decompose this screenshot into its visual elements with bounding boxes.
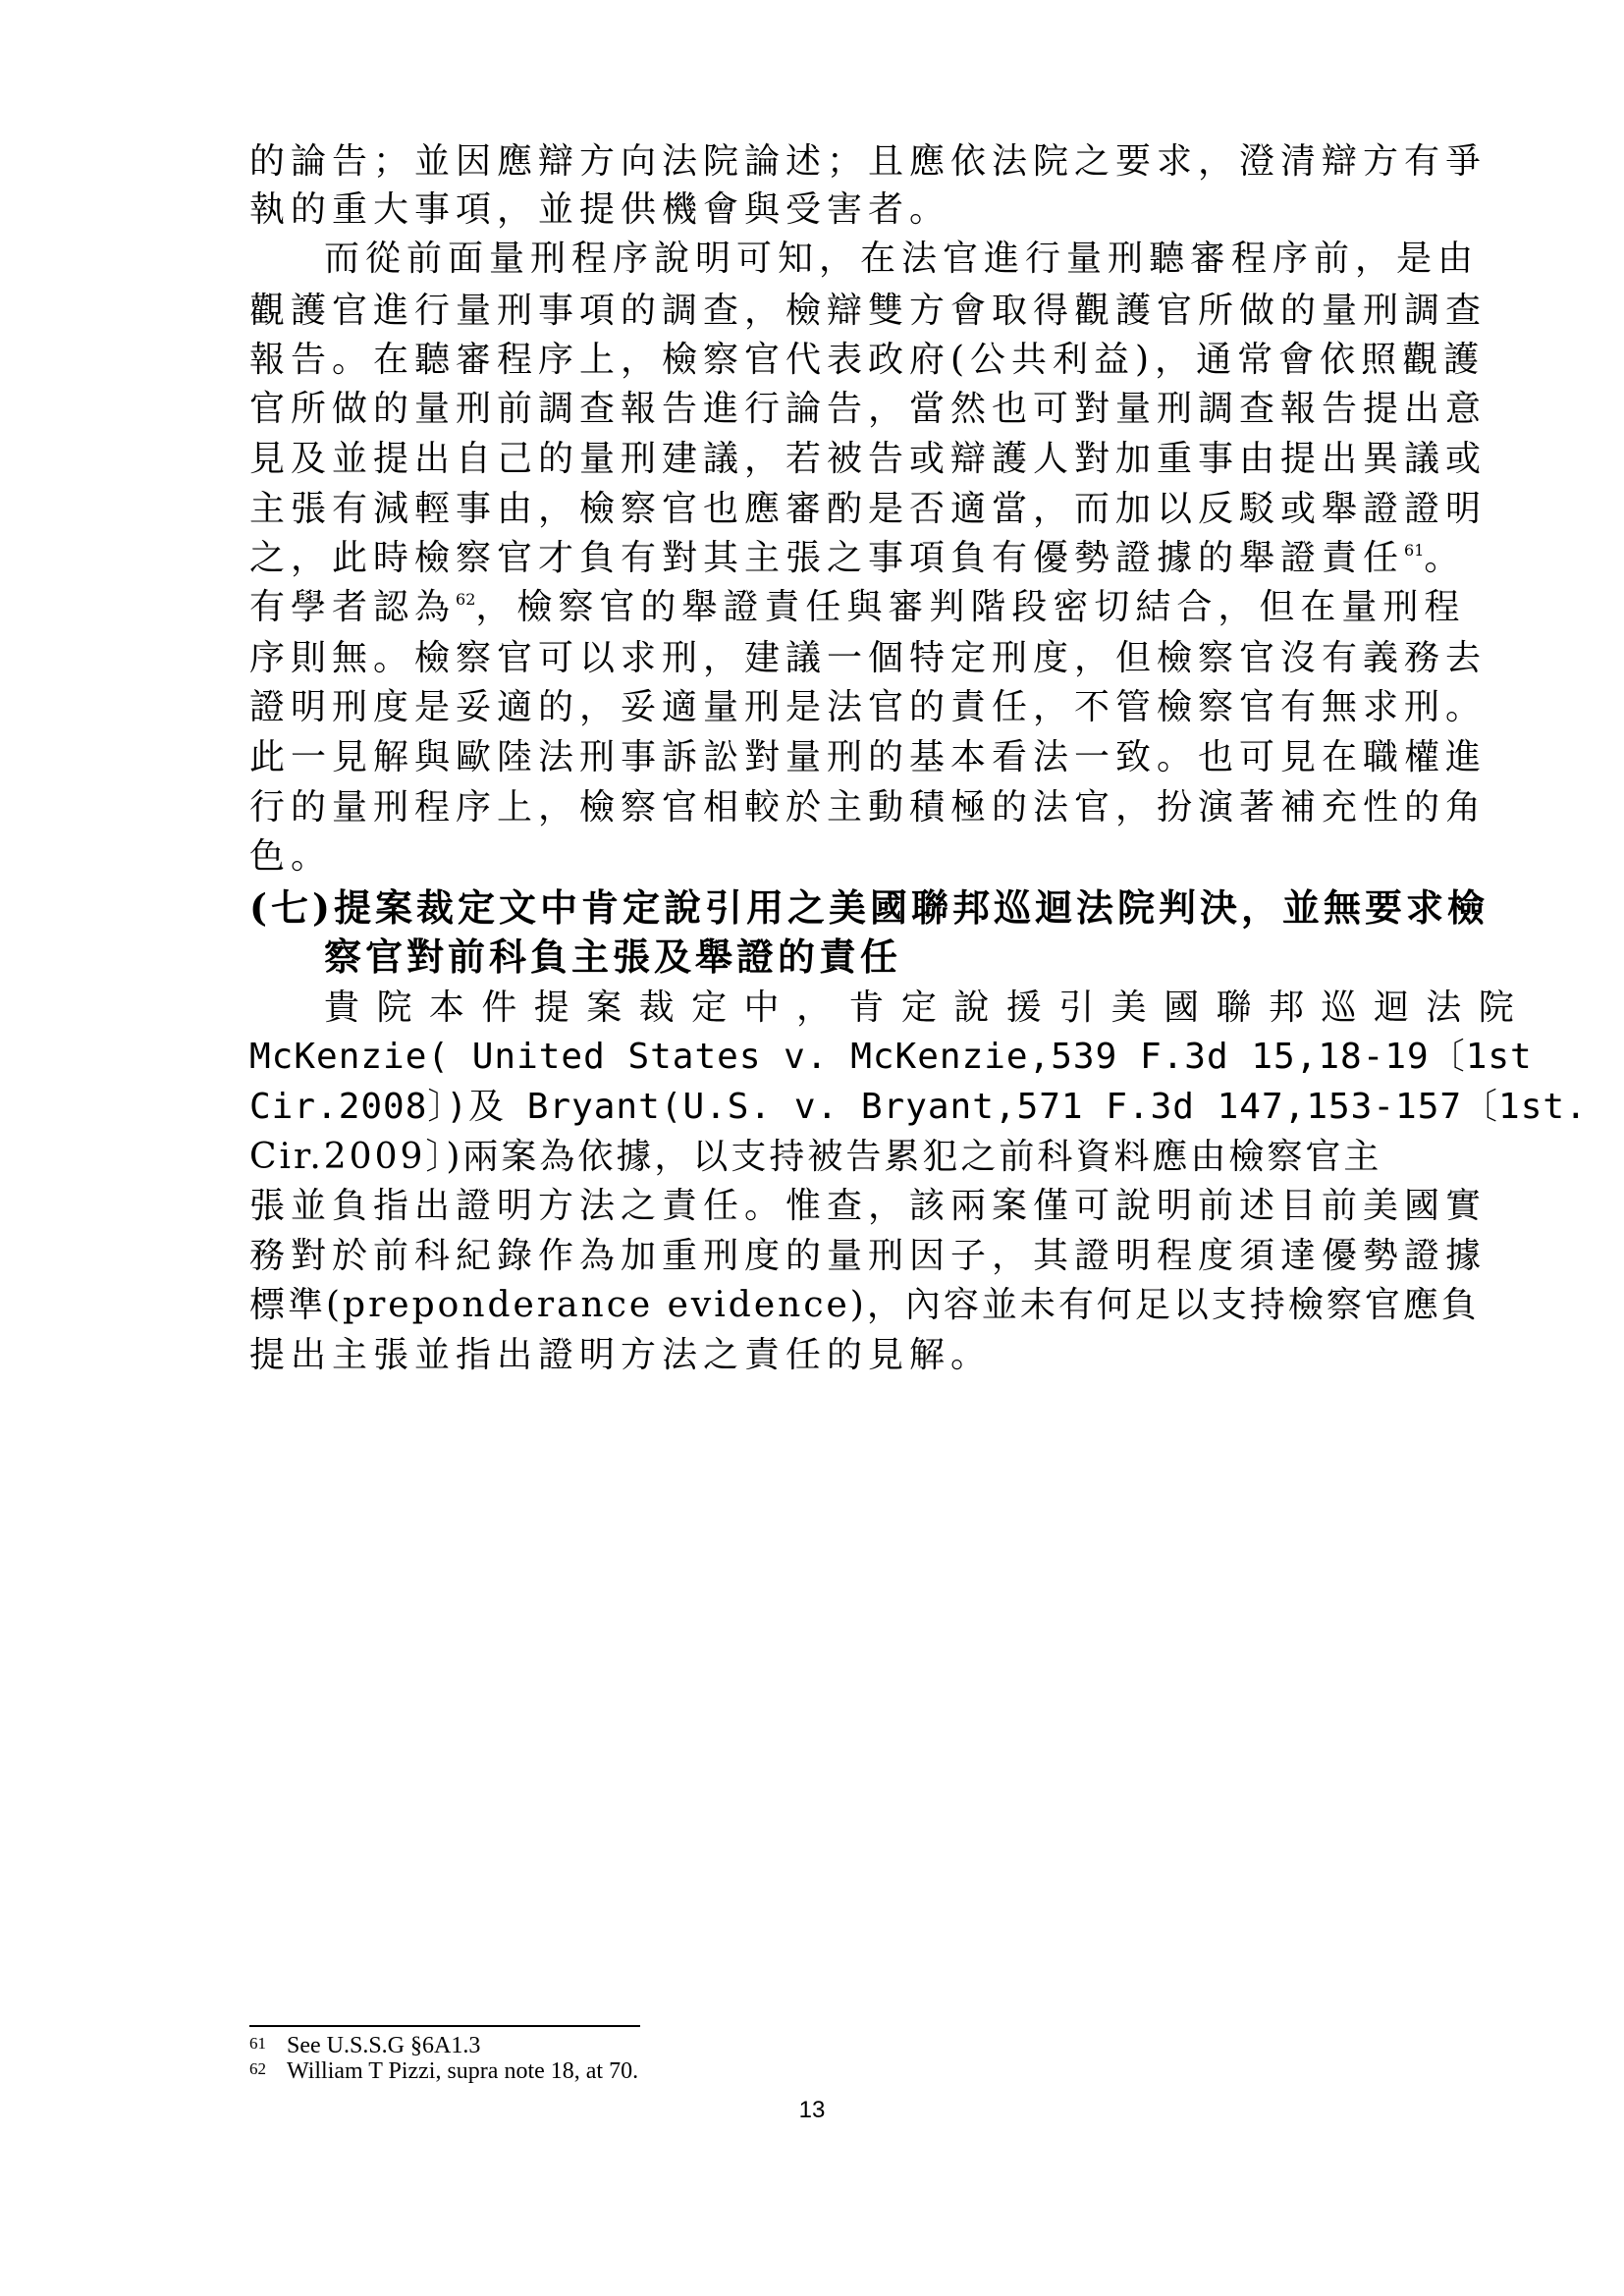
body-text-line: 此一見解與歐陸法刑事訴訟對量刑的基本看法一致。也可見在職權進 [249, 737, 1488, 777]
body-text-line: 序則無。檢察官可以求刑，建議一個特定刑度，但檢察官沒有義務去 [249, 638, 1488, 678]
body-text-line: 務對於前科紀錄作為加重刑度的量刑因子，其證明程度須達優勢證據 [249, 1236, 1488, 1276]
section-heading: (七)提案裁定文中肯定說引用之美國聯邦巡迴法院判決，並無要求檢 [249, 885, 1489, 930]
body-text-line: Cir.2008〕)及 Bryant(U.S. v. Bryant,571 F.3d 147,153-157〔1st. [249, 1087, 1588, 1127]
body-text-line: 行的量刑程序上，檢察官相較於主動積極的法官，扮演著補充性的角 [249, 787, 1488, 828]
body-text-line: 證明刑度是妥適的，妥適量刑是法官的責任，不管檢察官有無求刑。 [249, 687, 1488, 727]
body-text-line: 的論告；並因應辯方向法院論述；且應依法院之要求，澄清辯方有爭 [249, 141, 1488, 182]
footnote-text: See U.S.S.G §6A1.3 [287, 2033, 481, 2058]
paragraph-start-line: 而從前面量刑程序說明可知，在法官進行量刑聽審程序前，是由 [324, 239, 1480, 279]
footnote [249, 2033, 480, 2058]
text-run: 之，此時檢察官才負有對其主張之事項負有優勢證據的舉證責任 [249, 538, 1405, 578]
body-text-line: 報告。在聽審程序上，檢察官代表政府(公共利益)，通常會依照觀護 [249, 340, 1486, 380]
section-heading-continued: 察官對前科負主張及舉證的責任 [324, 934, 902, 979]
body-text-line: 標準(preponderance evidence)，內容並未有何足以支持檢察官應負 [249, 1285, 1480, 1325]
body-text-line: McKenzie( United States v. McKenzie,539 F.3d 15,18-19〔1st [249, 1037, 1533, 1077]
footnote [249, 2058, 638, 2084]
paragraph-start-line: 貴 院 本 件 提 案 裁 定 中 ， 肯 定 說 援 引 美 國 聯 邦 巡 迴 法 院 [324, 988, 1517, 1028]
body-text-line: 官所做的量刑前調查報告進行論告，當然也可對量刑調查報告提出意 [249, 389, 1488, 429]
page-number: 13 [798, 2097, 826, 2123]
footnote-separator [249, 2025, 640, 2027]
footnote-text: William T Pizzi, supra note 18, at 70. [287, 2058, 639, 2084]
footnote-number: 62 [249, 2059, 266, 2078]
footnote-ref-62[interactable]: 62 [456, 590, 476, 609]
body-text-line: 執的重大事項，並提供機會與受害者。 [249, 189, 951, 230]
text-run: ，檢察官的舉證責任與審判階段密切結合，但在量刑程 [475, 587, 1466, 627]
body-text-line: 主張有減輕事由，檢察官也應審酌是否適當，而加以反駁或舉證證明 [249, 489, 1488, 529]
footnote-number: 61 [249, 2034, 266, 2053]
body-text-line: 色。 [249, 836, 333, 877]
body-text-line: 提出主張並指出證明方法之責任的見解。 [249, 1335, 993, 1375]
body-text-line: 見及並提出自己的量刑建議，若被告或辯護人對加重事由提出異議或 [249, 439, 1488, 479]
text-run: 。 [1424, 538, 1466, 578]
body-text-line: 觀護官進行量刑事項的調查，檢辯雙方會取得觀護官所做的量刑調查 [249, 291, 1488, 331]
footnote-ref-61[interactable]: 61 [1404, 541, 1425, 560]
text-run: 有學者認為 [249, 587, 457, 627]
body-text-line: Cir.2009〕)兩案為依據，以支持被告累犯之前科資料應由檢察官主 [249, 1137, 1382, 1177]
body-text-line: 張並負指出證明方法之責任。惟查，該兩案僅可說明前述目前美國實 [249, 1186, 1488, 1226]
